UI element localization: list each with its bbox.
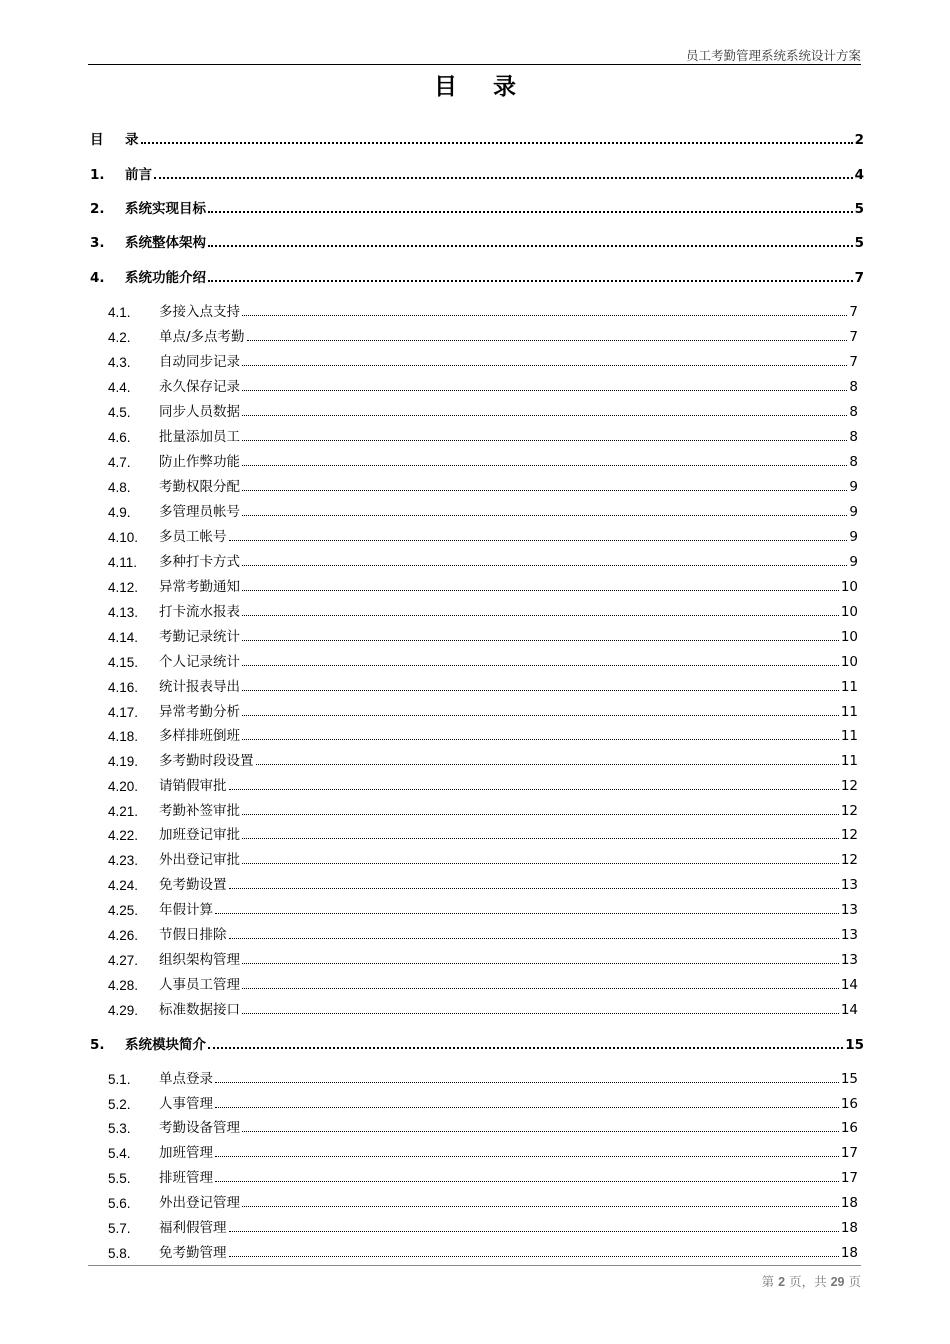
toc-entry-chapter[interactable] <box>90 268 864 286</box>
toc-entry-page: 14 <box>840 1002 858 1018</box>
toc-entry-number: 4.8. <box>108 480 131 495</box>
toc-entry-number: 4.24. <box>108 878 139 893</box>
toc-entry-title: 单点登录 <box>159 1071 213 1087</box>
toc-entry-number: 4.14. <box>108 630 139 645</box>
toc-entry-page: 4 <box>854 167 864 183</box>
toc-entry-page: 11 <box>840 728 858 744</box>
toc-entry-title: 多接入点支持 <box>159 304 240 320</box>
toc-entry-number: 4.21. <box>108 804 139 819</box>
toc-entry-page: 11 <box>840 679 858 695</box>
toc-entry-title: 永久保存记录 <box>159 379 240 395</box>
toc-entry-number: 4. <box>90 270 105 286</box>
toc-leader-dots <box>242 863 839 864</box>
footer-page-number: 2 <box>778 1275 786 1289</box>
toc-entry-section[interactable] <box>108 552 858 570</box>
toc-entry-chapter[interactable] <box>90 130 864 148</box>
toc-entry-title: 系统整体架构 <box>125 235 206 251</box>
toc-leader-dots <box>242 515 847 516</box>
toc-entry-title: 人事员工管理 <box>159 977 240 993</box>
toc-entry-page: 12 <box>840 803 858 819</box>
toc-leader-dots <box>242 690 839 691</box>
toc-entry-title: 免考勤设置 <box>159 877 227 893</box>
toc-leader-dots <box>229 1231 839 1232</box>
toc-entry-page: 15 <box>840 1071 858 1087</box>
toc-leader-dots <box>215 1181 839 1182</box>
toc-entry-number: 4.22. <box>108 828 139 843</box>
toc-entry-section[interactable] <box>108 652 858 670</box>
toc-entry-title: 外出登记管理 <box>159 1195 240 1211</box>
toc-entry-number: 4.28. <box>108 978 139 993</box>
toc-entry-section[interactable] <box>108 527 858 545</box>
toc-entry-title: 系统实现目标 <box>125 201 206 217</box>
toc-entry-page: 7 <box>849 304 858 320</box>
toc-entry-page: 10 <box>840 604 858 620</box>
toc-entry-title: 福利假管理 <box>159 1220 227 1236</box>
toc-entry-chapter[interactable] <box>90 165 864 183</box>
toc-leader-dots <box>242 615 839 616</box>
toc-entry-number: 4.9. <box>108 505 131 520</box>
toc-entry-number: 4.11. <box>108 555 138 570</box>
toc-leader-dots <box>215 1082 839 1083</box>
toc-entry-page: 9 <box>849 529 858 545</box>
toc-entry-section[interactable] <box>108 352 858 370</box>
page-header: 员工考勤管理系统系统设计方案 <box>88 46 861 65</box>
toc-entry-title: 多种打卡方式 <box>159 554 240 570</box>
toc-entry-section[interactable] <box>108 427 858 445</box>
toc-entry-number: 5.4. <box>108 1146 131 1161</box>
toc-entry-number: 4.1. <box>108 305 131 320</box>
toc-leader-dots <box>154 177 853 179</box>
toc-entry-page: 12 <box>840 778 858 794</box>
toc-entry-section[interactable] <box>108 801 858 819</box>
toc-entry-page: 16 <box>840 1120 858 1136</box>
toc-entry-number: 4.2. <box>108 330 131 345</box>
toc-entry-page: 10 <box>840 579 858 595</box>
toc-entry-page: 13 <box>840 952 858 968</box>
toc-entry-section[interactable] <box>108 1094 858 1112</box>
toc-entry-title: 标准数据接口 <box>159 1002 240 1018</box>
toc-entry-section[interactable] <box>108 950 858 968</box>
toc-entry-number: 4.18. <box>108 729 139 744</box>
page-footer <box>88 1272 861 1290</box>
toc-entry-section[interactable] <box>108 726 858 744</box>
toc-entry-page: 11 <box>840 753 858 769</box>
toc-entry-page: 8 <box>849 404 858 420</box>
toc-leader-dots <box>256 764 839 765</box>
toc-leader-dots <box>242 838 839 839</box>
toc-entry-number: 4.20. <box>108 779 139 794</box>
toc-entry-section[interactable] <box>108 502 858 520</box>
toc-entry-page: 12 <box>840 827 858 843</box>
toc-entry-page: 9 <box>849 504 858 520</box>
toc-entry-section[interactable] <box>108 1069 858 1087</box>
toc-entry-number: 4.16. <box>108 680 139 695</box>
toc-entry-number: 5.1. <box>108 1072 131 1087</box>
toc-leader-dots <box>242 715 839 716</box>
toc-leader-dots <box>242 590 839 591</box>
toc-entry-title: 自动同步记录 <box>159 354 240 370</box>
footer-total-pages: 29 <box>830 1275 845 1289</box>
toc-entry-page: 10 <box>840 654 858 670</box>
toc-leader-dots <box>229 1256 839 1257</box>
toc-leader-dots <box>242 963 839 964</box>
toc-entry-page: 18 <box>840 1220 858 1236</box>
toc-entry-section[interactable] <box>108 1143 858 1161</box>
toc-entry-title: 加班登记审批 <box>159 827 240 843</box>
toc-entry-section[interactable] <box>108 302 858 320</box>
toc-entry-section[interactable] <box>108 677 858 695</box>
toc-entry-number: 2. <box>90 201 105 217</box>
toc-entry-title: 多考勤时段设置 <box>159 753 254 769</box>
toc-leader-dots <box>208 211 853 213</box>
toc-entry-number: 4.13. <box>108 605 139 620</box>
toc-entry-title: 打卡流水报表 <box>159 604 240 620</box>
toc-entry-chapter[interactable] <box>90 233 864 251</box>
toc-leader-dots <box>229 938 839 939</box>
toc-entry-section[interactable] <box>108 377 858 395</box>
toc-entry-number: 4.23. <box>108 853 139 868</box>
toc-entry-title: 个人记录统计 <box>159 654 240 670</box>
toc-entry-number: 5.5. <box>108 1171 131 1186</box>
toc-leader-dots <box>247 340 848 341</box>
toc-entry-page: 14 <box>840 977 858 993</box>
toc-leader-dots <box>242 365 847 366</box>
toc-entry-page: 8 <box>849 429 858 445</box>
toc-entry-page: 5 <box>854 235 864 251</box>
toc-entry-section[interactable] <box>108 402 858 420</box>
toc-entry-number: 4.25. <box>108 903 139 918</box>
toc-leader-dots <box>242 739 839 740</box>
toc-entry-number: 目 <box>90 132 104 148</box>
footer-prefix: 第 <box>761 1274 775 1289</box>
toc-leader-dots <box>242 415 847 416</box>
toc-entry-title: 节假日排除 <box>159 927 227 943</box>
toc-entry-page: 11 <box>840 704 858 720</box>
toc-entry-page: 13 <box>840 902 858 918</box>
toc-entry-section[interactable] <box>108 327 858 345</box>
toc-entry-title: 录 <box>125 132 139 148</box>
toc-leader-dots <box>215 1107 839 1108</box>
toc-leader-dots <box>242 465 847 466</box>
toc-entry-number: 4.27. <box>108 953 139 968</box>
toc-entry-section[interactable] <box>108 1000 858 1018</box>
toc-leader-dots <box>242 1206 839 1207</box>
toc-entry-title: 统计报表导出 <box>159 679 240 695</box>
toc-entry-page: 5 <box>854 201 864 217</box>
toc-entry-number: 5.8. <box>108 1246 131 1261</box>
toc-entry-page: 18 <box>840 1195 858 1211</box>
toc-leader-dots <box>208 280 853 282</box>
toc-entry-number: 4.3. <box>108 355 131 370</box>
toc-entry-title: 系统功能介绍 <box>125 270 206 286</box>
toc-leader-dots <box>242 1131 839 1132</box>
toc-entry-section[interactable] <box>108 850 858 868</box>
toc-entry-page: 8 <box>849 454 858 470</box>
toc-entry-number: 4.12. <box>108 580 139 595</box>
toc-entry-title: 多员工帐号 <box>159 529 227 545</box>
toc-entry-number: 4.26. <box>108 928 139 943</box>
toc-entry-page: 17 <box>840 1170 858 1186</box>
toc-entry-section[interactable] <box>108 577 858 595</box>
toc-entry-page: 15 <box>845 1037 864 1053</box>
toc-entry-title: 排班管理 <box>159 1170 213 1186</box>
toc-entry-title: 批量添加员工 <box>159 429 240 445</box>
toc-entry-page: 7 <box>849 354 858 370</box>
toc-leader-dots <box>229 540 848 541</box>
toc-entry-number: 4.7. <box>108 455 131 470</box>
toc-leader-dots <box>215 913 839 914</box>
toc-entry-number: 4.17. <box>108 705 139 720</box>
toc-entry-section[interactable] <box>108 1243 858 1261</box>
toc-entry-section[interactable] <box>108 702 858 720</box>
toc-entry-title: 考勤补签审批 <box>159 803 240 819</box>
footer-divider <box>88 1265 861 1266</box>
toc-entry-title: 组织架构管理 <box>159 952 240 968</box>
toc-entry-section[interactable] <box>108 900 858 918</box>
toc-entry-page: 7 <box>854 270 864 286</box>
toc-entry-page: 13 <box>840 877 858 893</box>
toc-entry-title: 考勤设备管理 <box>159 1120 240 1136</box>
toc-entry-section[interactable] <box>108 627 858 645</box>
toc-entry-title: 多管理员帐号 <box>159 504 240 520</box>
toc-leader-dots <box>242 440 847 441</box>
toc-entry-page: 16 <box>840 1096 858 1112</box>
toc-entry-title: 异常考勤分析 <box>159 704 240 720</box>
toc-entry-number: 5. <box>90 1037 105 1053</box>
toc-entry-number: 5.6. <box>108 1196 131 1211</box>
toc-entry-section[interactable] <box>108 975 858 993</box>
toc-entry-title: 人事管理 <box>159 1096 213 1112</box>
toc-entry-number: 5.7. <box>108 1221 131 1236</box>
toc-entry-page: 17 <box>840 1145 858 1161</box>
toc-leader-dots <box>229 789 839 790</box>
footer-suffix: 页 <box>848 1274 861 1289</box>
toc-entry-number: 4.10. <box>108 530 139 545</box>
toc-entry-title: 免考勤管理 <box>159 1245 227 1261</box>
footer-middle: 页，共 <box>789 1274 827 1289</box>
toc-entry-chapter[interactable] <box>90 1035 864 1053</box>
toc-entry-page: 13 <box>840 927 858 943</box>
toc-leader-dots <box>242 315 847 316</box>
toc-entry-page: 8 <box>849 379 858 395</box>
toc-leader-dots <box>242 490 847 491</box>
toc-entry-number: 3. <box>90 235 105 251</box>
toc-entry-page: 9 <box>849 554 858 570</box>
toc-entry-number: 4.6. <box>108 430 131 445</box>
toc-entry-title: 异常考勤通知 <box>159 579 240 595</box>
toc-leader-dots <box>229 888 839 889</box>
toc-leader-dots <box>242 390 847 391</box>
toc-entry-section[interactable] <box>108 776 858 794</box>
toc-leader-dots <box>215 1156 839 1157</box>
toc-entry-title: 请销假审批 <box>159 778 227 794</box>
toc-entry-title: 外出登记审批 <box>159 852 240 868</box>
toc-entry-number: 4.29. <box>108 1003 139 1018</box>
toc-entry-section[interactable] <box>108 1168 858 1186</box>
toc-leader-dots <box>242 814 839 815</box>
toc-entry-title: 考勤权限分配 <box>159 479 240 495</box>
toc-leader-dots <box>141 142 853 144</box>
toc-entry-number: 4.5. <box>108 405 131 420</box>
toc-leader-dots <box>242 665 839 666</box>
toc-entry-title: 前言 <box>125 167 152 183</box>
toc-entry-title: 加班管理 <box>159 1145 213 1161</box>
toc-leader-dots <box>208 1047 843 1049</box>
toc-leader-dots <box>242 565 847 566</box>
toc-leader-dots <box>242 640 839 641</box>
toc-entry-title: 系统模块简介 <box>125 1037 206 1053</box>
toc-entry-section[interactable] <box>108 751 858 769</box>
toc-entry-section[interactable] <box>108 1118 858 1136</box>
toc-entry-section[interactable] <box>108 875 858 893</box>
toc-entry-title: 单点/多点考勤 <box>159 329 245 345</box>
toc-entry-section[interactable] <box>108 1193 858 1211</box>
page-title: 目录 <box>434 73 552 100</box>
toc-entry-chapter[interactable] <box>90 199 864 217</box>
toc-entry-number: 1. <box>90 167 105 183</box>
toc-entry-title: 年假计算 <box>159 902 213 918</box>
toc-entry-section[interactable] <box>108 1218 858 1236</box>
toc-entry-number: 5.3. <box>108 1121 131 1136</box>
toc-entry-number: 5.2. <box>108 1097 131 1112</box>
toc-entry-section[interactable] <box>108 825 858 843</box>
toc-entry-page: 9 <box>849 479 858 495</box>
toc-entry-section[interactable] <box>108 452 858 470</box>
toc-entry-title: 多样排班倒班 <box>159 728 240 744</box>
toc-entry-section[interactable] <box>108 477 858 495</box>
toc-entry-number: 4.4. <box>108 380 131 395</box>
toc-entry-page: 18 <box>840 1245 858 1261</box>
toc-entry-page: 12 <box>840 852 858 868</box>
toc-entry-page: 7 <box>849 329 858 345</box>
toc-entry-title: 考勤记录统计 <box>159 629 240 645</box>
toc-entry-title: 防止作弊功能 <box>159 454 240 470</box>
toc-entry-page: 2 <box>854 132 864 148</box>
toc-entry-title: 同步人员数据 <box>159 404 240 420</box>
toc-leader-dots <box>242 988 839 989</box>
toc-entry-number: 4.19. <box>108 754 139 769</box>
toc-entry-section[interactable] <box>108 925 858 943</box>
toc-leader-dots <box>242 1013 839 1014</box>
toc-entry-section[interactable] <box>108 602 858 620</box>
toc-entry-page: 10 <box>840 629 858 645</box>
toc-entry-number: 4.15. <box>108 655 139 670</box>
toc-leader-dots <box>208 245 853 247</box>
